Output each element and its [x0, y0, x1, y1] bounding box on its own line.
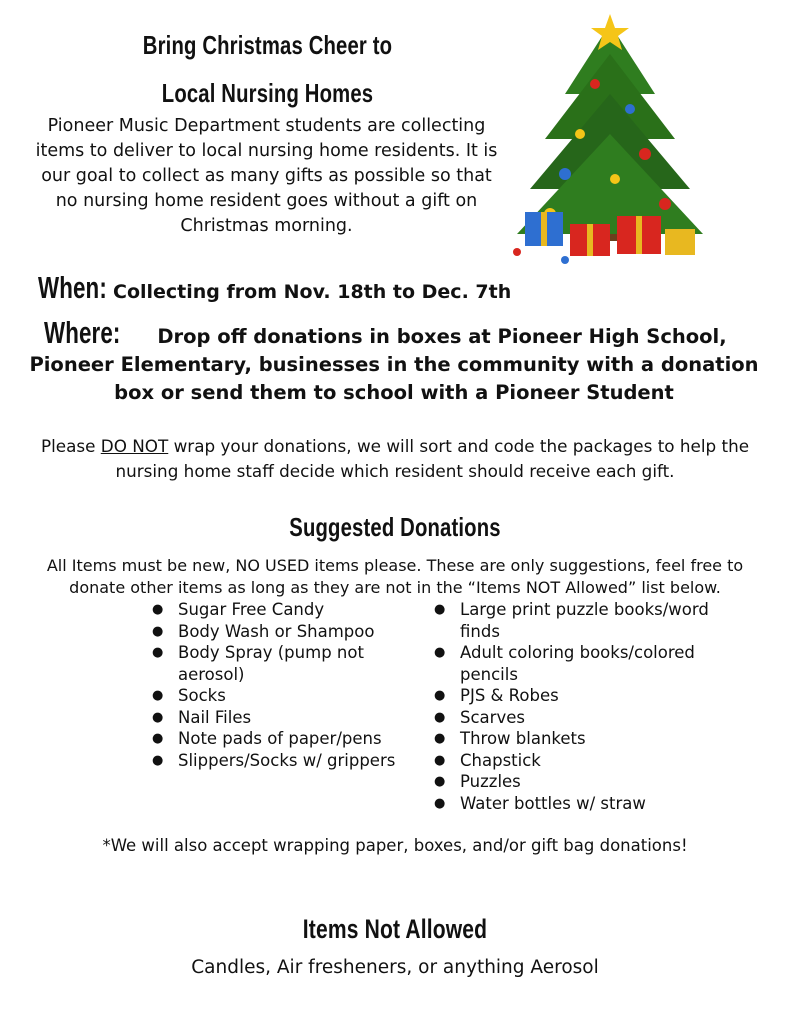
bullet-icon: ●: [434, 709, 446, 725]
donation-list-item: [152, 599, 402, 621]
donation-item-label: Water bottles w/ straw: [460, 793, 646, 813]
suggested-description: All Items must be new, NO USED items please. These are only suggestions, feel free to donate other items as long as they are not in the “Items NOT Allowed” list below.: [46, 556, 744, 597]
donation-item-label: Scarves: [460, 707, 525, 727]
wrap-note: [30, 434, 760, 484]
accept-note: *We will also accept wrapping paper, boxes, and/or gift bag donations!: [102, 836, 688, 855]
donation-list-item: [152, 707, 402, 729]
intro-paragraph: Pioneer Music Department students are collecting items to deliver to local nursing home residents. It is our goal to collect as many gifts as possible so that no nursing home resident goes without a gift on Christmas morning.: [35, 116, 498, 236]
bullet-icon: ●: [434, 645, 446, 660]
donation-list-item: [152, 642, 402, 685]
bullet-icon: ●: [434, 752, 446, 768]
donation-list-item: [434, 642, 724, 685]
donation-item-label: Socks: [178, 686, 226, 705]
donation-list-item: [152, 621, 402, 643]
bullet-icon: ●: [152, 731, 164, 746]
bullet-icon: ●: [434, 602, 446, 617]
donation-list-item: [434, 750, 724, 772]
when-section: [38, 270, 512, 306]
not-allowed-text: Candles, Air fresheners, or anything Aerosol: [191, 957, 599, 978]
bullet-icon: ●: [152, 688, 164, 703]
donation-list-item: [434, 685, 724, 707]
bullet-icon: ●: [152, 752, 164, 768]
donation-item-label: Adult coloring books/colored pencils: [460, 643, 695, 684]
bullet-icon: ●: [152, 623, 164, 639]
donation-list-item: [434, 728, 724, 750]
suggested-list-right: [434, 599, 724, 814]
donation-item-label: Throw blankets: [460, 729, 586, 748]
donation-item-label: Nail Files: [178, 707, 252, 727]
donation-item-label: Body Wash or Shampoo: [178, 621, 375, 641]
suggested-list-left: [152, 599, 402, 771]
suggested-title: Suggested Donations: [289, 512, 501, 542]
donation-list-item: [152, 685, 402, 707]
not-allowed-title: Items Not Allowed: [302, 914, 488, 944]
donation-list-item: [434, 771, 724, 793]
donation-item-label: Slippers/Socks w/ grippers: [178, 750, 396, 770]
christmas-tree-icon: [505, 14, 715, 264]
bullet-icon: ●: [152, 602, 164, 617]
bullet-icon: ●: [434, 688, 446, 703]
donation-item-label: Large print puzzle books/word finds: [460, 600, 709, 641]
bullet-icon: ●: [434, 731, 446, 746]
donation-item-label: Note pads of paper/pens: [178, 729, 382, 748]
donation-item-label: Sugar Free Candy: [178, 600, 325, 619]
where-text: Drop off donations in boxes at Pioneer High School, Pioneer Elementary, businesses in the community with a donation box or send them to school with a Pioneer Student: [29, 325, 759, 404]
bullet-icon: ●: [152, 645, 164, 660]
donation-item-label: Chapstick: [460, 750, 541, 770]
donation-item-label: Body Spray (pump not aerosol): [178, 643, 364, 684]
bullet-icon: ●: [434, 774, 446, 789]
when-label: When:: [38, 270, 107, 305]
wrap-note-after: wrap your donations, we will sort and code the packages to help the nursing home staff decide which resident should receive each gift.: [115, 436, 750, 481]
donation-list-item: [152, 728, 402, 750]
donation-list-item: [434, 793, 724, 815]
wrap-note-before: Please: [40, 436, 101, 456]
donation-item-label: PJS & Robes: [460, 686, 559, 705]
when-text: Collecting from Nov. 18th to Dec. 7th: [113, 281, 512, 303]
donation-item-label: Puzzles: [460, 772, 521, 791]
title-line-2: Local Nursing Homes: [161, 78, 374, 108]
where-label: Where:: [44, 315, 121, 350]
donation-list-item: [434, 707, 724, 729]
bullet-icon: ●: [434, 795, 446, 811]
wrap-note-emphasis: DO NOT: [100, 436, 169, 456]
bullet-icon: ●: [152, 709, 164, 725]
title-line-1: Bring Christmas Cheer to: [142, 30, 393, 60]
donation-list-item: [434, 599, 724, 642]
donation-list-item: [152, 750, 402, 772]
